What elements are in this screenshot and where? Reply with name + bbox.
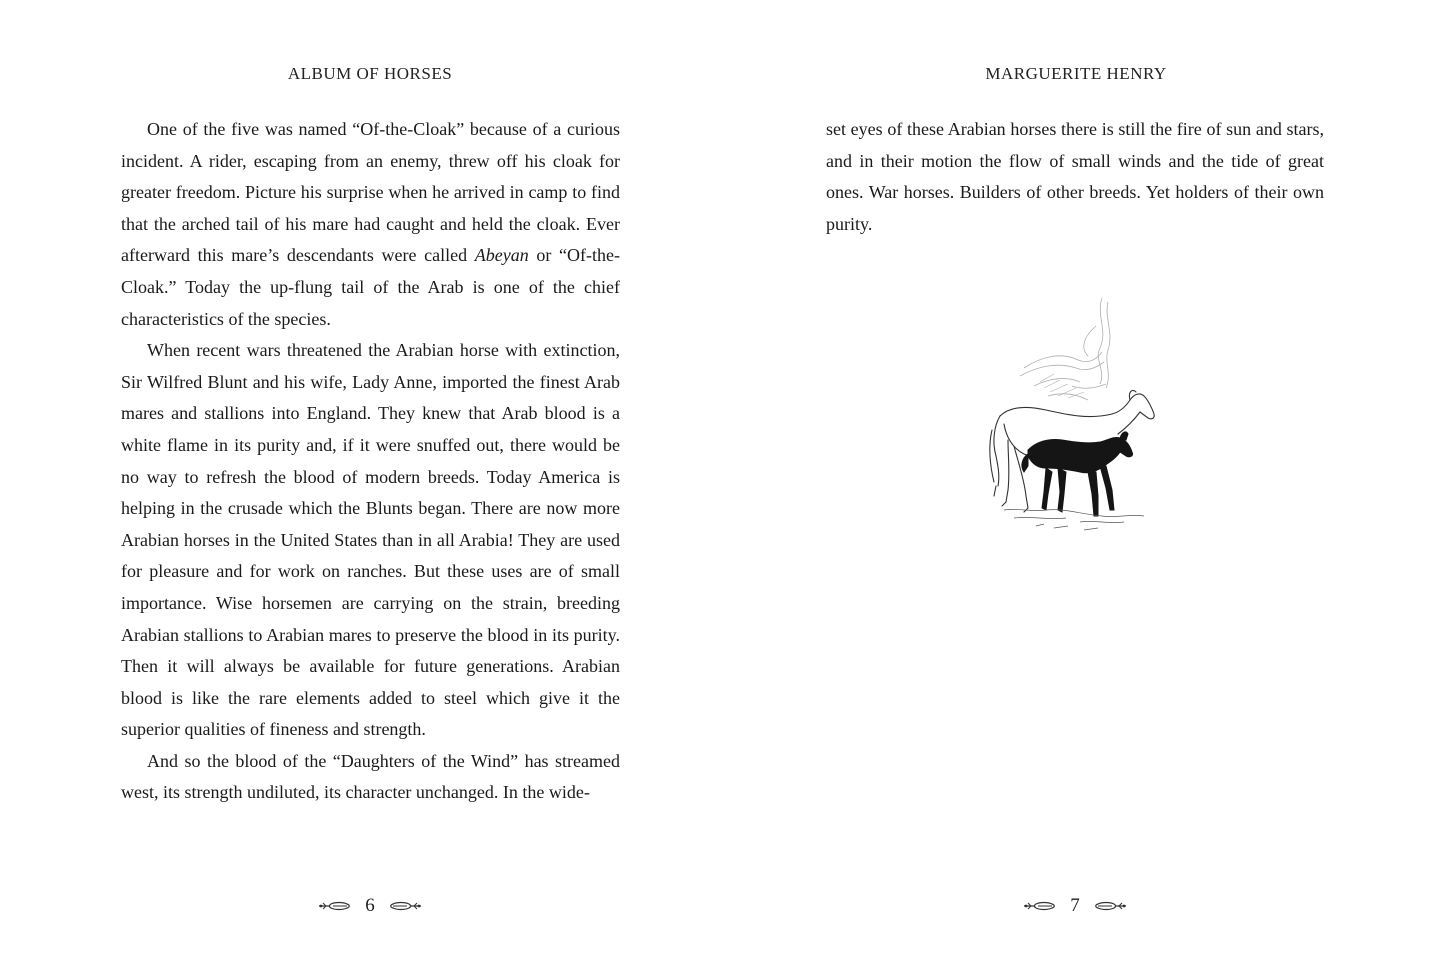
page-number: 7	[1070, 895, 1080, 916]
left-flourish-icon	[317, 900, 353, 912]
running-head-author: MARGUERITE HENRY	[985, 64, 1167, 83]
folio-right	[1005, 893, 1145, 919]
left-flourish-icon	[1022, 900, 1058, 912]
paragraph-of-the-cloak: One of the five was named “Of-the-Cloak” because of a curious incident. A rider, escaping from an enemy, threw off his cloak for greater freedom. Picture his surprise when he arrived in camp to find that the arched tail of his mare had caught and held the cloak. Ever afterward this mare’s descendants were called Abeyan or “Of-the-Cloak.” Today the up-flung tail of the Arab is one of the chief characteristics of the species.	[121, 119, 620, 329]
mare-and-foal-illustration	[984, 296, 1164, 540]
right-flourish-icon	[1092, 900, 1128, 912]
paragraph-continuation: set eyes of these Arabian horses there is still the fire of sun and stars, and in their motion the flow of small winds and the tide of great ones. War horses. Builders of other breeds. Yet holders of their own purity.	[826, 119, 1324, 234]
page-number: 6	[365, 895, 375, 916]
paragraph-daughters-of-the-wind: And so the blood of the “Daughters of the Wind” has streamed west, its strength undiluted, its character unchanged. In the wide-	[121, 750, 620, 803]
folio-left	[300, 893, 440, 919]
paragraph-blunt-import: When recent wars threatened the Arabian horse with extinction, Sir Wilfred Blunt and his wife, Lady Anne, imported the finest Arab mares and stallions into England. They knew that Arab blood is a white flame in its purity and, if it were snuffed out, there would be no way to refresh the blood of modern breeds. Today America is helping in the crusade which the Blunts began. There are now more Arabian horses in the United States than in all Arabia! They are used for pleasure and for work on ranches. But these uses are of small importance. Wise horsemen are carrying on the strain, breeding Arabian stallions to Arabian mares to preserve the blood in its purity. Then it will always be available for future generations. Arabian blood is like the rare elements added to steel which give it the superior qualities of fineness and strength.	[121, 340, 620, 740]
left-page	[0, 0, 722, 980]
right-page-body	[826, 114, 1324, 240]
left-page-body	[121, 114, 620, 809]
italic-term-abeyan: Abeyan	[474, 245, 529, 266]
right-flourish-icon	[387, 900, 423, 912]
running-head-book-title: ALBUM OF HORSES	[287, 64, 453, 83]
right-page	[722, 0, 1445, 980]
